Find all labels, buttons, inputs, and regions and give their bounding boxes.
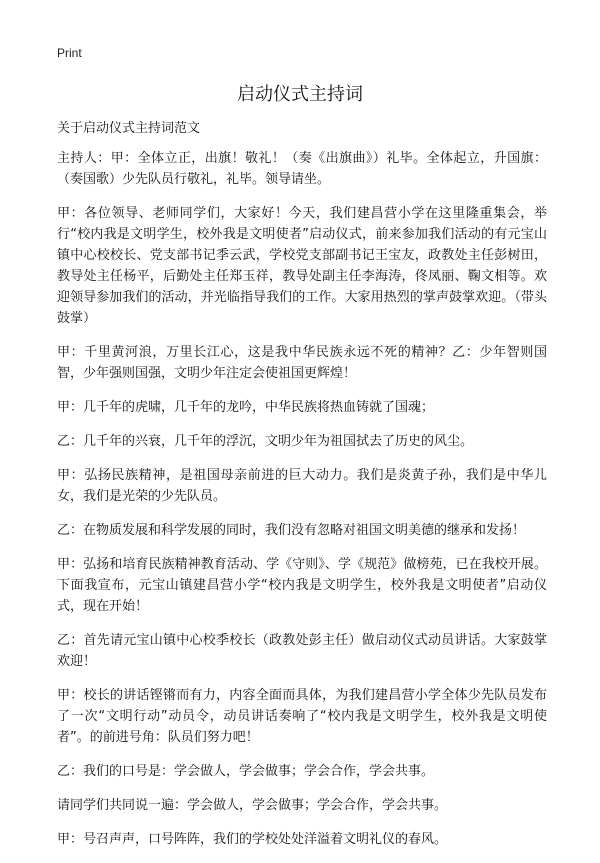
page-title: 启动仪式主持词 (237, 84, 363, 105)
print-label[interactable]: Print (57, 46, 82, 60)
paragraph-3: 甲：千里黄河浪，万里长江心，这是我中华民族永远不死的精神？乙：少年智则国智，少年强则国强，文明少年注定会使祖国更辉煌！ (57, 345, 547, 381)
paragraph-12: 请同学们共同说一遍：学会做人，学会做事；学会合作，学会共事。 (57, 798, 448, 813)
paragraph-7: 乙：在物质发展和科学发展的同时，我们没有忽略对祖国文明美德的继承和发扬！ (57, 523, 526, 538)
document-subtitle: 关于启动仪式主持词范文 (57, 121, 201, 136)
paragraph-10: 甲：校长的讲话铿锵而有力，内容全面而具体，为我们建昌营小学全体少先队员发布了一次“文明行动”动员令，动员讲话奏响了“校内我是文明学生，校外我是文明使者”。的前进号角：队员们努力吧！ (57, 688, 547, 745)
paragraph-4: 甲：几千年的虎啸，几千年的龙吟，中华民族将热血铸就了国魂； (57, 400, 435, 415)
paragraph-13: 甲：号召声声，口号阵阵，我们的学校处处洋溢着文明礼仪的春风。 (57, 832, 448, 847)
paragraph-8: 甲：弘扬和培育民族精神教育活动、学《守则》、学《规范》做榜苑，已在我校开展。下面我宣布，元宝山镇建昌营小学“校内我是文明学生，校外我是文明使者”启动仪式，现在开始！ (57, 557, 547, 614)
paragraph-2: 甲：各位领导、老师同学们，大家好！今天，我们建昌营小学在这里隆重集会，举行“校内我是文明学生，校外我是文明使者”启动仪式，前来参加我们活动的有元宝山镇中心校校长、党支部书记季云武，学校党支部副书记王宝友，政教处主任彭树田，教导处主任杨平，后勤处主任郑玉祥，教导处副主任李海涛，佟凤丽、鞠文相等。欢迎领导参加我们的活动，并光临指导我们的工作。大家用热烈的掌声鼓掌欢迎。（带头鼓掌） (57, 206, 547, 326)
paragraph-9: 乙：首先请元宝山镇中心校季校长（政教处彭主任）做启动仪式动员讲话。大家鼓掌欢迎！ (57, 633, 547, 669)
paragraph-6: 甲：弘扬民族精神，是祖国母亲前进的巨大动力。我们是炎黄子孙，我们是中华儿女，我们是光荣的少先队员。 (57, 468, 547, 504)
paragraph-5: 乙：几千年的兴衰，几千年的浮沉，文明少年为祖国拭去了历史的风尘。 (57, 434, 474, 449)
paragraph-11: 乙：我们的口号是：学会做人，学会做事；学会合作，学会共事。 (57, 764, 435, 779)
paragraph-1: 主持人：甲：全体立正，出旗！敬礼！（奏《出旗曲》）礼毕。全体起立，升国旗：（奏国歌）少先队员行敬礼，礼毕。领导请坐。 (57, 151, 547, 187)
document-body (57, 118, 547, 863)
